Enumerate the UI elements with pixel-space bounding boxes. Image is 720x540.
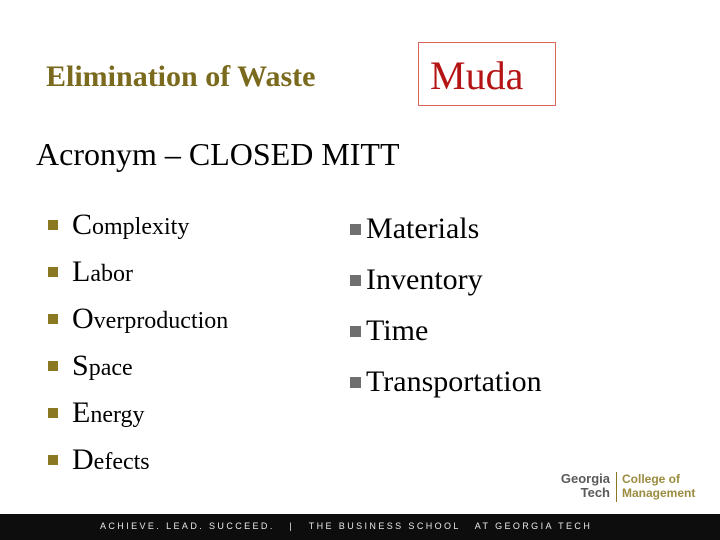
square-bullet-icon bbox=[350, 224, 361, 235]
square-bullet-icon bbox=[350, 326, 361, 337]
item-initial: L bbox=[72, 255, 91, 288]
square-bullet-icon bbox=[48, 314, 58, 324]
item-rest: abor bbox=[90, 261, 133, 287]
square-bullet-icon bbox=[48, 220, 58, 230]
institution-logo bbox=[542, 470, 716, 504]
item-rest: pace bbox=[88, 355, 133, 381]
footer-tagline: ACHIEVE. LEAD. SUCCEED. | THE BUSINESS SCHOOL AT GEORGIA TECH bbox=[100, 521, 593, 531]
item-initial: I bbox=[366, 263, 376, 296]
slide-subtitle: Acronym – CLOSED MITT bbox=[36, 136, 400, 172]
logo-line-1: Georgia bbox=[560, 471, 610, 486]
item-initial: O bbox=[72, 302, 94, 335]
item-rest: efects bbox=[93, 449, 150, 475]
item-initial: T bbox=[366, 314, 384, 347]
slide-title: Elimination of Waste bbox=[46, 60, 316, 93]
item-rest: ime bbox=[383, 314, 429, 347]
item-initial: M bbox=[366, 212, 393, 245]
highlight-word: Muda bbox=[430, 53, 524, 98]
square-bullet-icon bbox=[350, 275, 361, 286]
item-initial: T bbox=[366, 365, 384, 398]
item-initial: C bbox=[72, 208, 93, 241]
item-rest: ransportation bbox=[383, 365, 542, 398]
item-rest: nventory bbox=[376, 263, 483, 296]
logo-line-2: Tech bbox=[580, 485, 610, 500]
logo-divider bbox=[616, 472, 617, 502]
item-rest: verproduction bbox=[93, 308, 229, 334]
logo-wordmark bbox=[542, 472, 610, 500]
item-rest: nergy bbox=[90, 402, 145, 428]
item-initial: E bbox=[72, 396, 91, 429]
item-initial: S bbox=[72, 349, 89, 382]
item-rest: omplexity bbox=[92, 214, 190, 240]
logo-line-3: College of bbox=[622, 472, 681, 486]
item-rest: aterials bbox=[392, 212, 480, 245]
square-bullet-icon bbox=[350, 377, 361, 388]
square-bullet-icon bbox=[48, 361, 58, 371]
logo-college bbox=[622, 472, 695, 500]
square-bullet-icon bbox=[48, 408, 58, 418]
footer-bar bbox=[0, 514, 720, 540]
item-initial: D bbox=[72, 443, 94, 476]
logo-line-4: Management bbox=[622, 486, 696, 500]
square-bullet-icon bbox=[48, 455, 58, 465]
square-bullet-icon bbox=[48, 267, 58, 277]
